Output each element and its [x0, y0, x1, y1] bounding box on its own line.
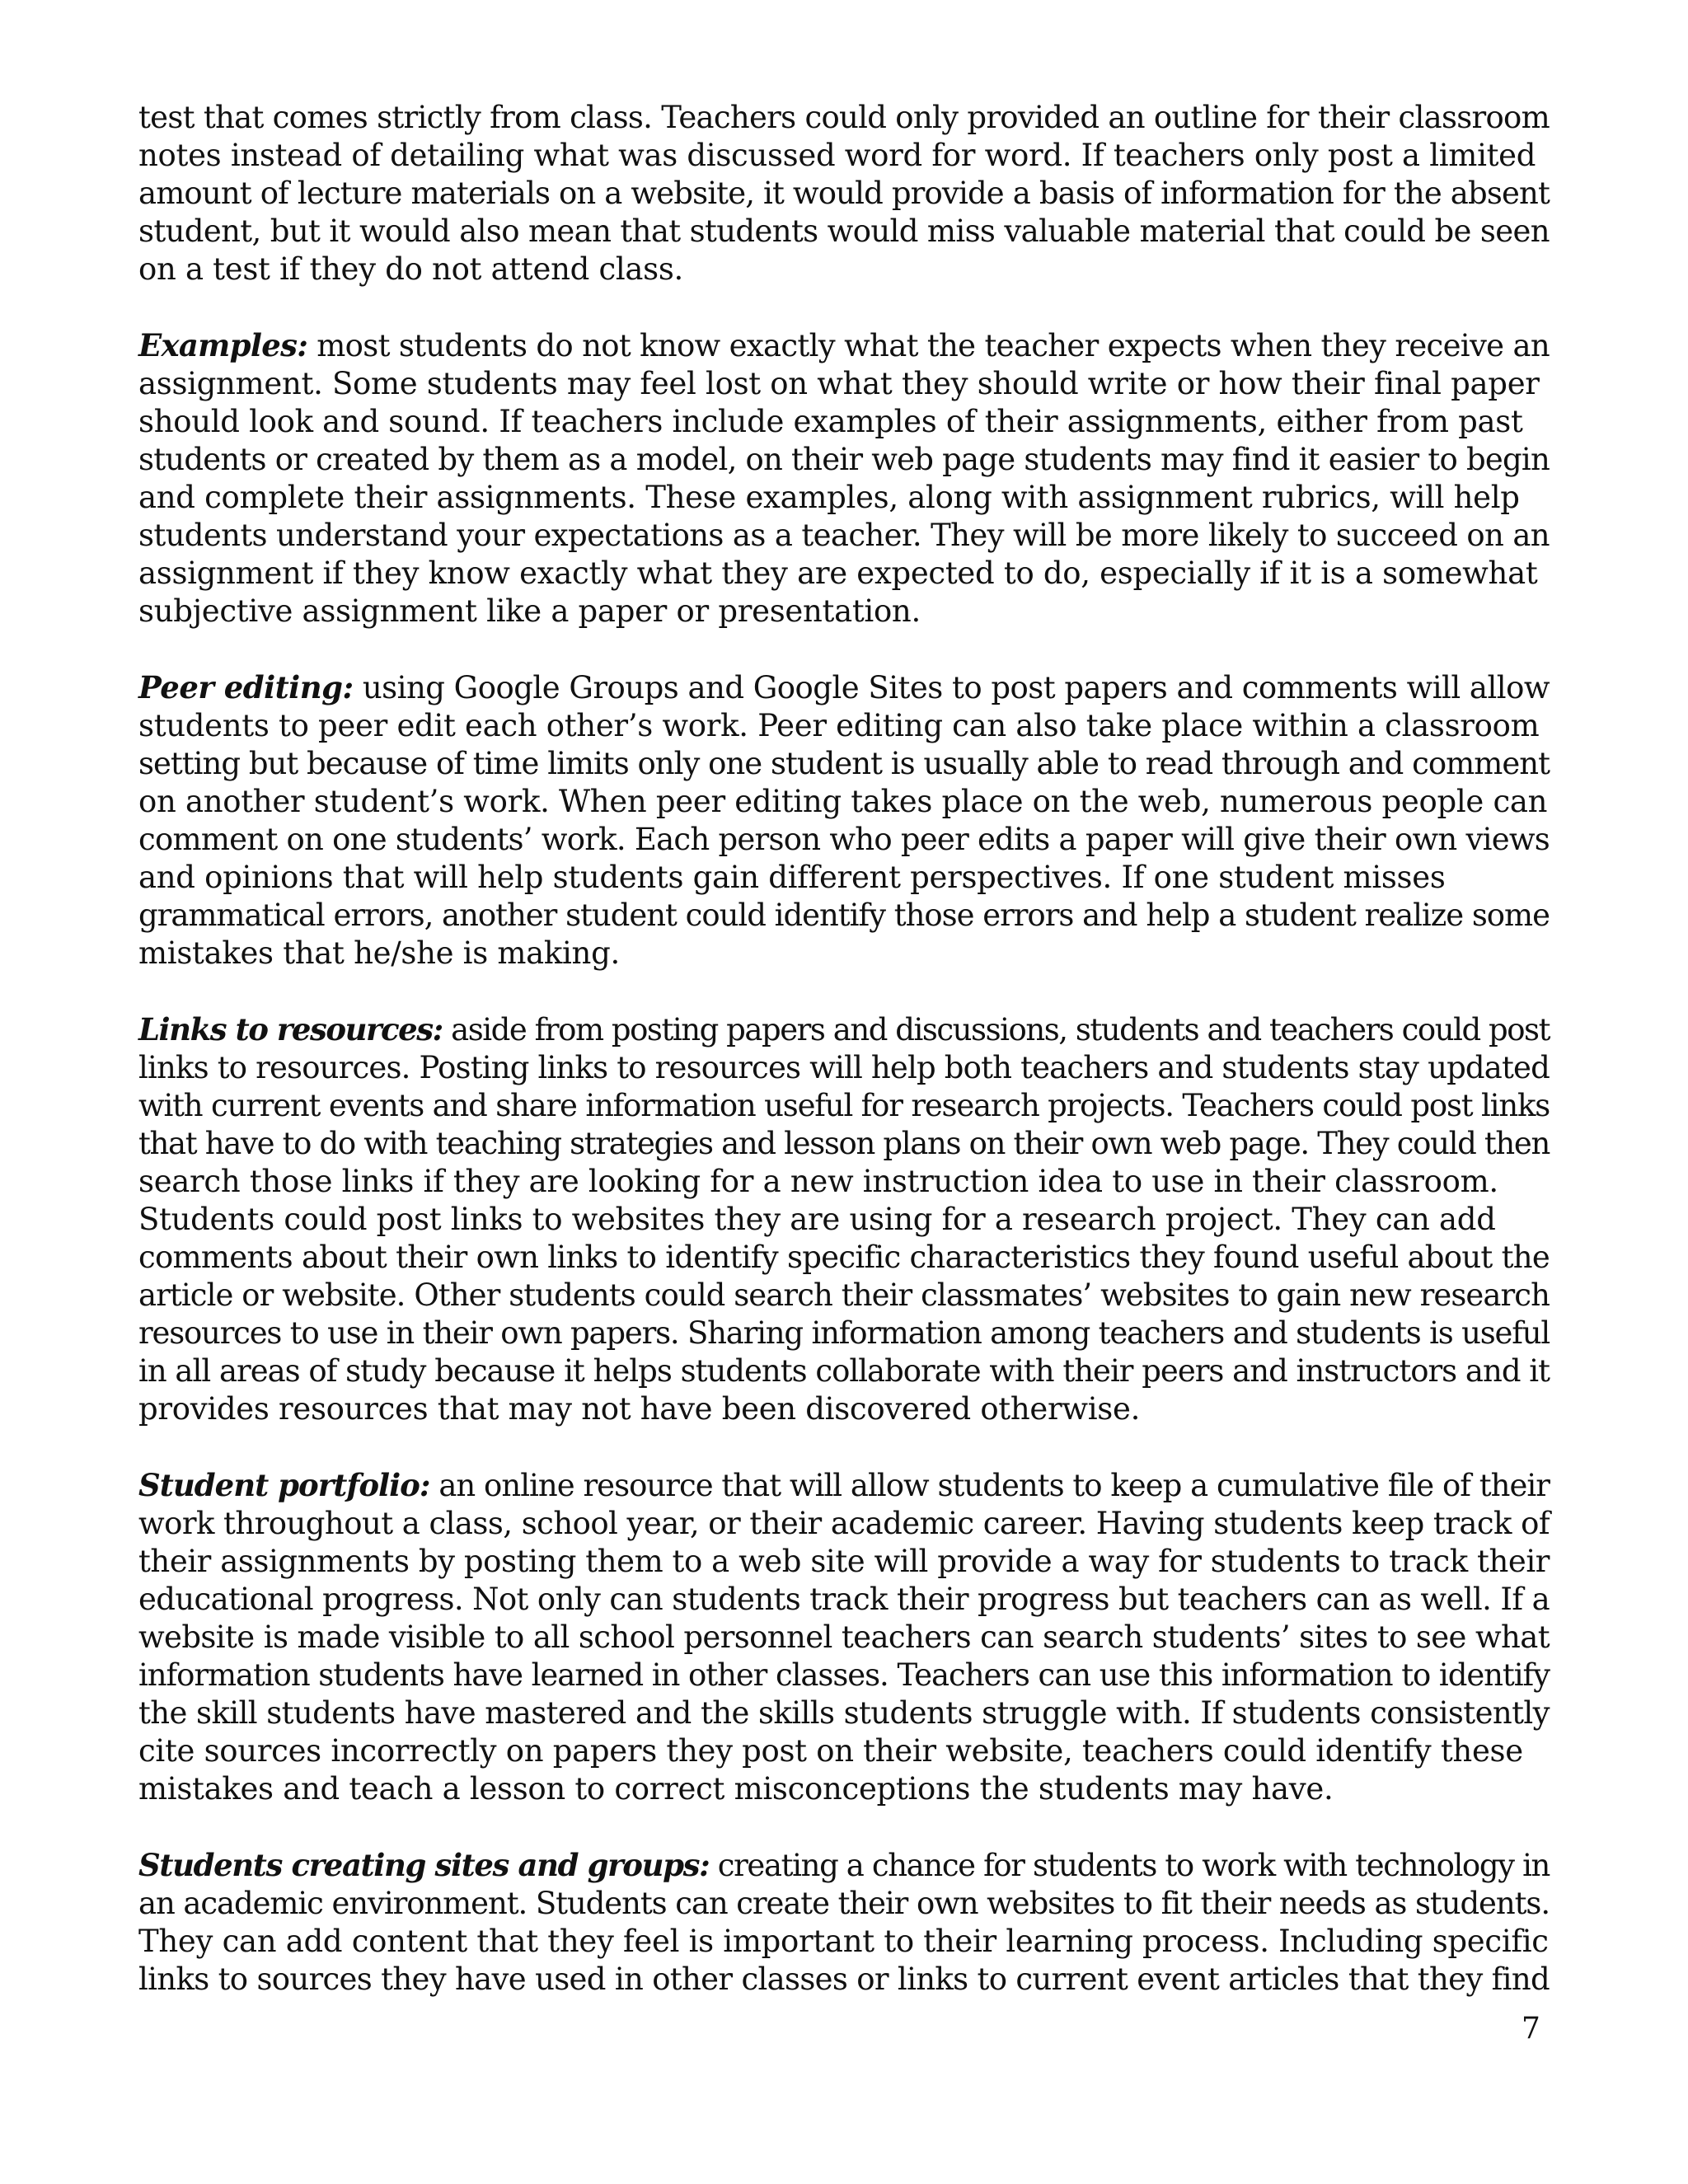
paragraph-heading: Links to resources:	[138, 1011, 443, 1047]
text-line: mistakes that he/she is making.	[138, 935, 620, 971]
text-line: mistakes and teach a lesson to correct misconceptions the students may have.	[138, 1771, 1334, 1807]
paragraph-students-creating-sites	[138, 1846, 1550, 1999]
paragraph-heading: Students creating sites and groups:	[138, 1847, 710, 1883]
paragraph-heading: Examples:	[138, 327, 308, 363]
text-line: students to peer edit each other’s work. Peer editing can also take place within a classroom	[138, 708, 1540, 743]
text-line	[138, 1846, 1550, 1885]
text-line: test that comes strictly from class. Teachers could only provided an outline for their classroom	[138, 100, 1550, 135]
text-line: notes instead of detailing what was discussed word for word. If teachers only post a limited	[138, 138, 1536, 173]
text-line: assignment. Some students may feel lost on what they should write or how their final paper	[138, 366, 1540, 401]
text-line: comments about their own links to identify specific characteristics they found useful about the	[138, 1240, 1550, 1275]
text-run: most students do not know exactly what the teacher expects when they receive an	[307, 328, 1550, 363]
document-body	[138, 99, 1550, 2036]
text-line: setting but because of time limits only one student is usually able to read through and comment	[138, 746, 1550, 781]
text-line: and complete their assignments. These examples, along with assignment rubrics, will help	[138, 480, 1520, 515]
text-line: comment on one students’ work. Each person who peer edits a paper will give their own views	[138, 822, 1550, 857]
text-line	[138, 1010, 1550, 1049]
text-line: their assignments by posting them to a web site will provide a way for students to track their	[138, 1544, 1550, 1579]
text-run: aside from posting papers and discussions, students and teachers could post	[442, 1012, 1550, 1047]
text-line	[138, 326, 1550, 365]
paragraph-links-to-resources	[138, 1010, 1550, 1428]
text-line: with current events and share information useful for research projects. Teachers could post links	[138, 1088, 1550, 1123]
text-line: and opinions that will help students gain different perspectives. If one student misses	[138, 860, 1446, 895]
text-line: that have to do with teaching strategies and lesson plans on their own web page. They could then	[138, 1126, 1550, 1161]
text-line: They can add content that they feel is important to their learning process. Including specific	[138, 1924, 1549, 1959]
text-run: creating a chance for students to work with technology in	[709, 1848, 1550, 1883]
text-line: links to resources. Posting links to resources will help both teachers and students stay updated	[138, 1050, 1550, 1085]
text-line: students understand your expectations as a teacher. They will be more likely to succeed on an	[138, 518, 1550, 553]
text-line: an academic environment. Students can create their own websites to fit their needs as students.	[138, 1886, 1550, 1921]
text-line	[138, 1466, 1550, 1505]
text-line: should look and sound. If teachers include examples of their assignments, either from past	[138, 404, 1523, 439]
text-line: Students could post links to websites they are using for a research project. They can add	[138, 1202, 1496, 1237]
paragraph-examples	[138, 326, 1550, 630]
text-line: grammatical errors, another student could identify those errors and help a student realize some	[138, 898, 1550, 933]
text-line: information students have learned in other classes. Teachers can use this information to identify	[138, 1657, 1550, 1693]
text-line: provides resources that may not have been discovered otherwise.	[138, 1391, 1141, 1427]
page-number: 7	[1522, 2012, 1540, 2046]
text-line: student, but it would also mean that students would miss valuable material that could be seen	[138, 213, 1550, 249]
text-run: an online resource that will allow students to keep a cumulative file of their	[429, 1468, 1550, 1503]
text-line: resources to use in their own papers. Sharing information among teachers and students is useful	[138, 1315, 1550, 1351]
text-line: in all areas of study because it helps students collaborate with their peers and instructors and it	[138, 1353, 1550, 1389]
text-line: work throughout a class, school year, or their academic career. Having students keep track of	[138, 1506, 1550, 1541]
paragraph-peer-editing	[138, 668, 1550, 972]
paragraph-continuation	[138, 99, 1550, 288]
text-line	[138, 668, 1550, 707]
text-line: cite sources incorrectly on papers they post on their website, teachers could identify these	[138, 1733, 1523, 1769]
text-line: the skill students have mastered and the skills students struggle with. If students consistently	[138, 1695, 1550, 1731]
text-line: search those links if they are looking for a new instruction idea to use in their classroom.	[138, 1164, 1498, 1199]
text-line: website is made visible to all school personnel teachers can search students’ sites to see what	[138, 1619, 1550, 1655]
paragraph-heading: Student portfolio:	[138, 1467, 430, 1503]
text-line: students or created by them as a model, on their web page students may find it easier to begin	[138, 442, 1550, 477]
text-line: assignment if they know exactly what they are expected to do, especially if it is a somewhat	[138, 555, 1538, 591]
text-run: using Google Groups and Google Sites to post papers and comments will allow	[353, 670, 1550, 705]
paragraph-student-portfolio	[138, 1466, 1550, 1808]
text-line: on another student’s work. When peer editing takes place on the web, numerous people can	[138, 784, 1548, 819]
text-line: amount of lecture materials on a website, it would provide a basis of information for the absent	[138, 176, 1550, 211]
text-line: on a test if they do not attend class.	[138, 251, 683, 287]
text-line: subjective assignment like a paper or presentation.	[138, 593, 921, 629]
text-line: links to sources they have used in other classes or links to current event articles that they find	[138, 1961, 1550, 1997]
paragraph-heading: Peer editing:	[138, 669, 354, 705]
text-line: educational progress. Not only can students track their progress but teachers can as well. If a	[138, 1582, 1550, 1617]
text-line: article or website. Other students could search their classmates’ websites to gain new research	[138, 1277, 1550, 1313]
